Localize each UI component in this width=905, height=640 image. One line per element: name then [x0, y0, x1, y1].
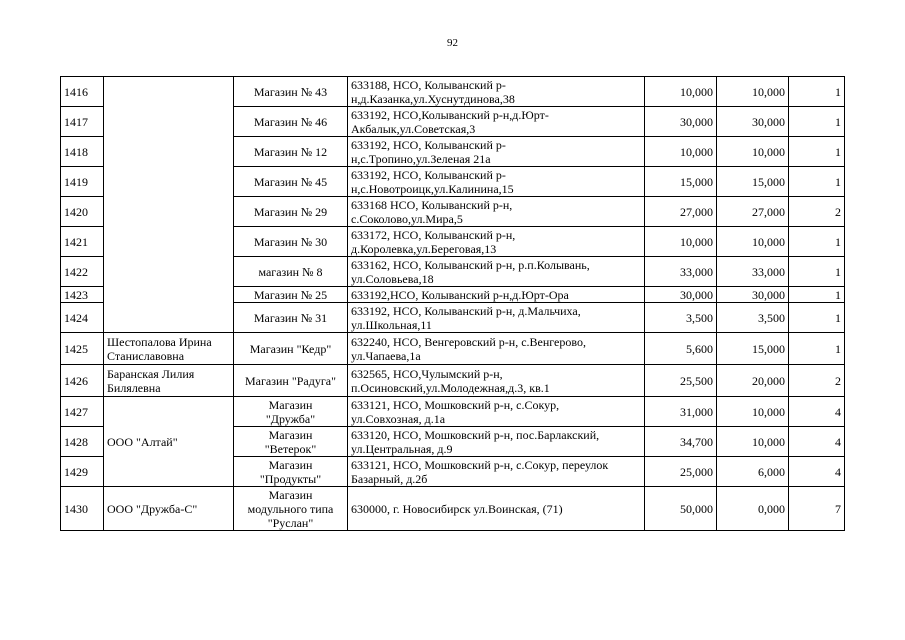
row-number: 1418 [61, 137, 104, 167]
value-3: 4 [789, 427, 845, 457]
page-number: 92 [447, 37, 458, 49]
object-address-line: н,д.Казанка,ул.Хуснутдинова,38 [351, 91, 515, 106]
object-name-line: Магазин № 31 [253, 310, 328, 325]
table-row [61, 333, 845, 365]
value-1: 30,000 [645, 107, 717, 137]
object-address-line: 633162, НСО, Колыванский р-н, р.п.Колывань, [351, 257, 590, 272]
object-address-line: 633121, НСО, Мошковский р-н, с.Сокур, [351, 397, 560, 412]
object-name-line: Магазин [268, 427, 313, 442]
value-2: 10,000 [717, 77, 789, 107]
row-number: 1426 [61, 365, 104, 397]
row-number: 1417 [61, 107, 104, 137]
object-address-line: 632565, НСО,Чулымский р-н, [351, 366, 503, 381]
object-address-line: ул.Школьная,11 [351, 317, 432, 332]
object-name-line: Магазин № 29 [253, 204, 328, 219]
object-name-line: Магазин "Радуга" [245, 373, 336, 388]
value-1: 25,000 [645, 457, 717, 487]
object-name-line: Магазин № 30 [253, 234, 328, 249]
object-name [234, 303, 348, 333]
object-name-line: "Руслан" [267, 515, 314, 530]
owner-line: Шестопалова Ирина [107, 334, 212, 349]
owner-line: ООО "Алтай" [107, 434, 178, 449]
value-1: 50,000 [645, 487, 717, 531]
object-address-line: н,с.Тропино,ул.Зеленая 21а [351, 151, 491, 166]
object-name [234, 427, 348, 457]
value-2: 30,000 [717, 287, 789, 303]
object-address-line: ул.Чапаева,1а [351, 348, 421, 363]
object-address-line: 633188, НСО, Колыванский р- [351, 77, 506, 92]
object-name-line: "Ветерок" [264, 441, 317, 456]
value-2: 15,000 [717, 333, 789, 365]
value-1: 33,000 [645, 257, 717, 287]
value-3: 1 [789, 107, 845, 137]
object-address-line: 630000, г. Новосибирск ул.Воинская, (71) [351, 501, 563, 516]
row-number: 1430 [61, 487, 104, 531]
value-2: 10,000 [717, 397, 789, 427]
value-3: 2 [789, 197, 845, 227]
object-address-line: ул.Соловьева,18 [351, 271, 434, 286]
value-1: 5,600 [645, 333, 717, 365]
object-address-line: с.Соколово,ул.Мира,5 [351, 211, 463, 226]
row-number: 1422 [61, 257, 104, 287]
object-address-line: 633192, НСО, Колыванский р- [351, 167, 506, 182]
object-address-line: 633192,НСО, Колыванский р-н,д.Юрт-Ора [351, 287, 569, 302]
object-address [348, 397, 645, 427]
owner-cell [104, 333, 234, 365]
value-1: 15,000 [645, 167, 717, 197]
object-name [234, 77, 348, 107]
object-address [348, 77, 645, 107]
table-row [61, 397, 845, 427]
value-1: 10,000 [645, 77, 717, 107]
object-name-line: Магазин № 46 [253, 114, 328, 129]
object-name [234, 257, 348, 287]
object-address-line: 633121, НСО, Мошковский р-н, с.Сокур, переулок [351, 457, 609, 472]
value-1: 34,700 [645, 427, 717, 457]
value-3: 4 [789, 457, 845, 487]
object-address-line: 633168 НСО, Колыванский р-н, [351, 197, 513, 212]
object-address-line: Акбалык,ул.Советская,3 [351, 121, 476, 136]
value-3: 1 [789, 227, 845, 257]
value-2: 15,000 [717, 167, 789, 197]
object-name-line: модульного типа [247, 501, 334, 516]
value-3: 1 [789, 137, 845, 167]
value-2: 10,000 [717, 427, 789, 457]
object-address [348, 487, 645, 531]
object-address [348, 197, 645, 227]
object-address [348, 287, 645, 303]
object-name-line: "Дружба" [265, 411, 316, 426]
object-address-line: 633192, НСО,Колыванский р-н,д.Юрт- [351, 107, 549, 122]
value-3: 1 [789, 257, 845, 287]
object-address-line: 633172, НСО, Колыванский р-н, [351, 227, 516, 242]
value-3: 2 [789, 365, 845, 397]
object-address-line: н,с.Новотроицк,ул.Калинина,15 [351, 181, 514, 196]
value-3: 1 [789, 303, 845, 333]
object-name [234, 365, 348, 397]
value-2: 30,000 [717, 107, 789, 137]
object-name-line: Магазин [268, 397, 313, 412]
object-name-line: "Продукты" [259, 471, 322, 486]
object-address [348, 227, 645, 257]
value-1: 10,000 [645, 227, 717, 257]
object-address-line: 633120, НСО, Мошковский р-н, пос.Барлакский, [351, 427, 600, 442]
object-name-line: магазин № 8 [258, 264, 323, 279]
owner-line: Баранская Лилия [107, 366, 195, 381]
object-name-line: Магазин № 25 [253, 287, 328, 302]
table-row [61, 487, 845, 531]
value-3: 1 [789, 167, 845, 197]
object-address-line: 633192, НСО, Колыванский р-н, д.Мальчиха, [351, 303, 581, 318]
object-address [348, 427, 645, 457]
value-2: 6,000 [717, 457, 789, 487]
owner-line: Билялевна [107, 380, 161, 395]
object-address [348, 457, 645, 487]
object-address-line: ул.Центральная, д.9 [351, 441, 453, 456]
object-name-line: Магазин "Кедр" [249, 341, 332, 356]
value-1: 10,000 [645, 137, 717, 167]
object-name [234, 397, 348, 427]
object-address [348, 167, 645, 197]
object-name-line: Магазин № 45 [253, 174, 328, 189]
value-1: 30,000 [645, 287, 717, 303]
table-row [61, 77, 845, 107]
value-2: 20,000 [717, 365, 789, 397]
value-3: 1 [789, 77, 845, 107]
value-2: 33,000 [717, 257, 789, 287]
registry-table [60, 76, 845, 531]
value-3: 1 [789, 333, 845, 365]
object-name [234, 487, 348, 531]
value-2: 10,000 [717, 227, 789, 257]
owner-cell [104, 397, 234, 487]
owner-cell [104, 487, 234, 531]
row-number: 1427 [61, 397, 104, 427]
value-3: 1 [789, 287, 845, 303]
value-1: 25,500 [645, 365, 717, 397]
object-name [234, 333, 348, 365]
object-address [348, 333, 645, 365]
object-name-line: Магазин № 43 [253, 84, 328, 99]
value-2: 3,500 [717, 303, 789, 333]
row-number: 1425 [61, 333, 104, 365]
object-address [348, 365, 645, 397]
row-number: 1419 [61, 167, 104, 197]
object-name [234, 197, 348, 227]
row-number: 1421 [61, 227, 104, 257]
row-number: 1428 [61, 427, 104, 457]
value-3: 4 [789, 397, 845, 427]
object-address-line: 632240, НСО, Венгеровский р-н, с.Венгерово, [351, 334, 586, 349]
object-address-line: п.Осиновский,ул.Молодежная,д.3, кв.1 [351, 380, 550, 395]
row-number: 1423 [61, 287, 104, 303]
owner-cell [104, 77, 234, 333]
value-2: 0,000 [717, 487, 789, 531]
object-address-line: д.Королевка,ул.Береговая,13 [351, 241, 497, 256]
object-name [234, 107, 348, 137]
object-name [234, 227, 348, 257]
object-address [348, 303, 645, 333]
value-1: 31,000 [645, 397, 717, 427]
owner-cell [104, 365, 234, 397]
value-2: 27,000 [717, 197, 789, 227]
object-name [234, 167, 348, 197]
object-name [234, 137, 348, 167]
object-address [348, 257, 645, 287]
value-3: 7 [789, 487, 845, 531]
table-body [61, 77, 845, 531]
row-number: 1420 [61, 197, 104, 227]
row-number: 1416 [61, 77, 104, 107]
table-row [61, 365, 845, 397]
row-number: 1424 [61, 303, 104, 333]
object-address [348, 107, 645, 137]
object-address-line: Базарный, д.2б [351, 471, 428, 486]
value-1: 3,500 [645, 303, 717, 333]
value-2: 10,000 [717, 137, 789, 167]
value-1: 27,000 [645, 197, 717, 227]
object-address-line: 633192, НСО, Колыванский р- [351, 137, 506, 152]
object-address-line: ул.Совхозная, д.1а [351, 411, 446, 426]
object-name-line: Магазин № 12 [253, 144, 328, 159]
owner-line: ООО "Дружба-С" [107, 501, 198, 516]
object-name-line: Магазин [268, 487, 313, 502]
object-name [234, 287, 348, 303]
object-address [348, 137, 645, 167]
object-name [234, 457, 348, 487]
row-number: 1429 [61, 457, 104, 487]
owner-line: Станиславовна [107, 348, 185, 363]
object-name-line: Магазин [268, 457, 313, 472]
